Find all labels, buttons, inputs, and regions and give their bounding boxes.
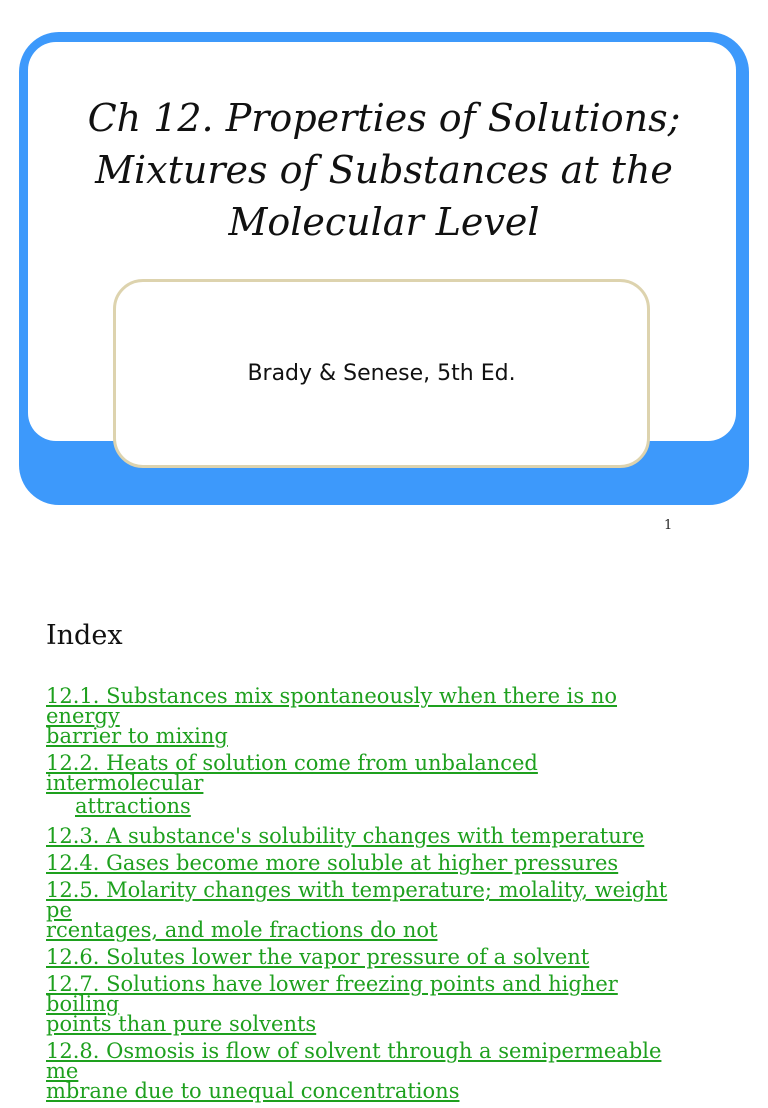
slide-subtitle: Brady & Senese, 5th Ed. — [247, 361, 516, 386]
link-line: attractions — [75, 794, 191, 818]
link-line: points than pure solvents — [46, 1012, 317, 1036]
link-line: rcentages, and mole fractions do not — [46, 918, 438, 942]
link-line: 12.1. Substances mix spontaneously when there is no energy — [46, 684, 618, 728]
index-heading: Index — [46, 620, 123, 651]
index-link-12-6[interactable] — [46, 947, 686, 967]
list-item — [46, 974, 686, 1034]
index-link-12-8[interactable] — [46, 1041, 686, 1101]
link-line: 12.2. Heats of solution come from unbalanced intermolecular — [46, 751, 538, 795]
link-line: 12.5. Molarity changes with temperature; molality, weight pe — [46, 878, 668, 922]
page-number: 1 — [664, 518, 673, 533]
list-item — [46, 686, 686, 746]
link-line: mbrane due to unequal concentrations — [46, 1079, 460, 1103]
index-link-12-2[interactable] — [46, 753, 686, 819]
index-link-12-7[interactable] — [46, 974, 686, 1034]
index-link-12-5[interactable] — [46, 880, 686, 940]
title-line: Molecular Level — [228, 200, 540, 244]
list-item — [46, 753, 686, 819]
list-item — [46, 947, 686, 967]
title-line: Mixtures of Substances at the — [95, 148, 673, 192]
slide-title — [60, 92, 708, 248]
index-list — [46, 686, 686, 1108]
title-line: Ch 12. Properties of Solutions; — [87, 96, 681, 140]
index-link-12-3[interactable] — [46, 826, 686, 846]
list-item — [46, 826, 686, 846]
index-link-12-1[interactable] — [46, 686, 686, 746]
index-link-12-4[interactable] — [46, 853, 686, 873]
link-line: 12.7. Solutions have lower freezing points and higher boiling — [46, 972, 618, 1016]
list-item — [46, 1041, 686, 1101]
subtitle-box — [113, 279, 650, 468]
link-line: 12.6. Solutes lower the vapor pressure of a solvent — [46, 945, 590, 969]
list-item — [46, 880, 686, 940]
link-line: 12.4. Gases become more soluble at higher pressures — [46, 851, 619, 875]
link-line: 12.3. A substance's solubility changes with temperature — [46, 824, 645, 848]
list-item — [46, 853, 686, 873]
link-line: 12.8. Osmosis is flow of solvent through a semipermeable me — [46, 1039, 662, 1083]
link-line: barrier to mixing — [46, 724, 228, 748]
